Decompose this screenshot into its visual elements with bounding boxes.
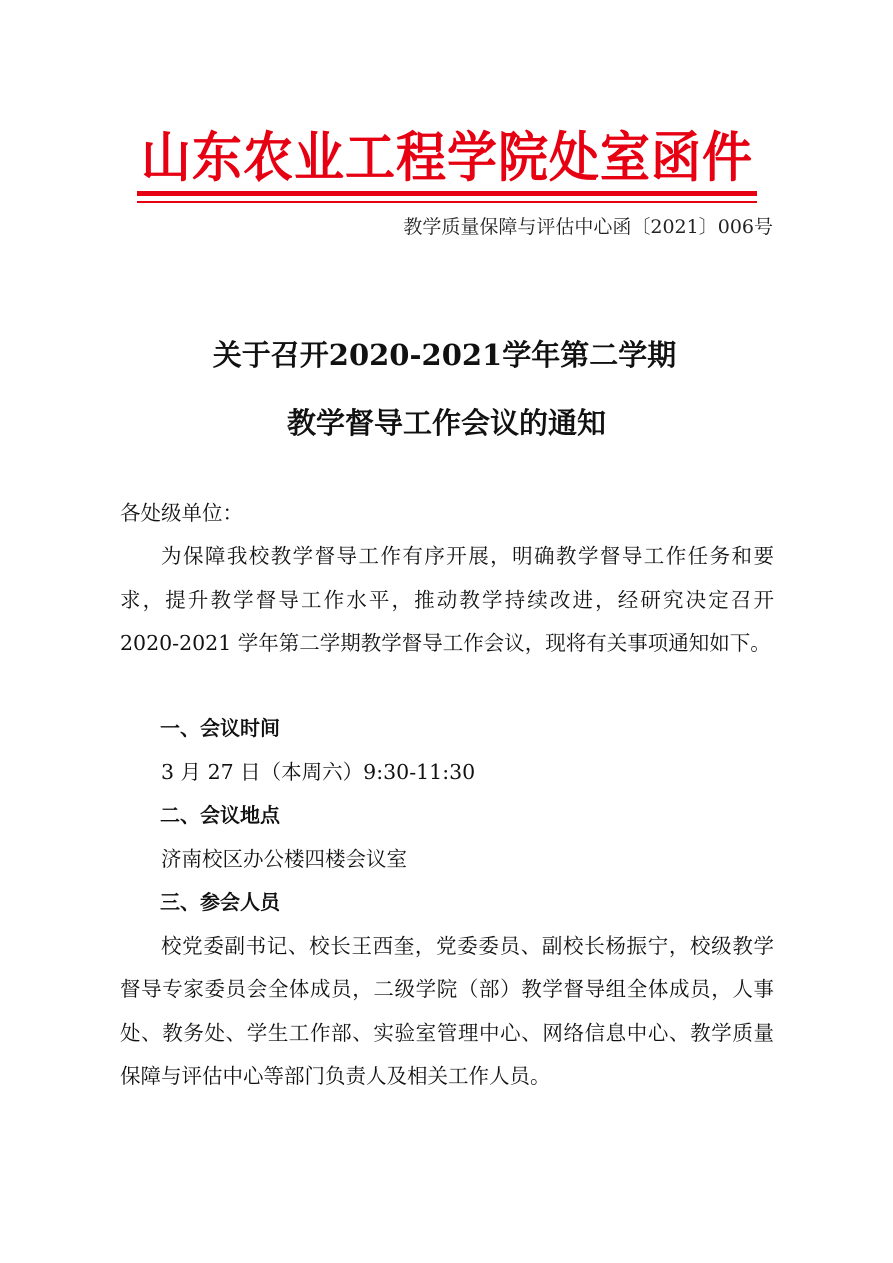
section-heading: 三、参会人员 [160, 890, 280, 914]
section-heading: 一、会议时间 [160, 716, 280, 740]
salutation: 各处级单位： [120, 501, 243, 525]
section-body: 济南校区办公楼四楼会议室 [161, 846, 407, 871]
intro-paragraph: 为保障我校教学督导工作有序开展，明确教学督导工作任务和要求，提升教学督导工作水平，推动教学持续改进，经研究决定召开 2020-2021 学年第二学期教学督导工作会议，现将有关事项通知如下。 [120, 544, 774, 655]
section-body: 校党委副书记、校长王西奎，党委委员、副校长杨振宁，校级教学督导专家委员会全体成员，二级学院（部）教学督导组全体成员，人事处、教务处、学生工作部、实验室管理中心、网络信息中心、教学质量保障与评估中心等部门负责人及相关工作人员。 [120, 933, 774, 1088]
letterhead-rule-thick [137, 191, 757, 196]
notice-title-line-1: 关于召开2020-2021学年第二学期 [212, 338, 677, 372]
letterhead-title: 山东农业工程学院处室函件 [141, 125, 753, 190]
section-body: 3 月 27 日（本周六）9:30-11:30 [161, 759, 476, 784]
letterhead-rule-thin [137, 201, 757, 203]
section-heading: 二、会议地点 [160, 803, 280, 827]
section-attendees [120, 881, 774, 1099]
notice-title-line-2: 教学督导工作会议的通知 [286, 406, 606, 440]
document-number: 教学质量保障与评估中心函〔2021〕006号 [403, 216, 773, 238]
section-meeting-time [120, 707, 774, 794]
section-meeting-location [120, 794, 774, 881]
